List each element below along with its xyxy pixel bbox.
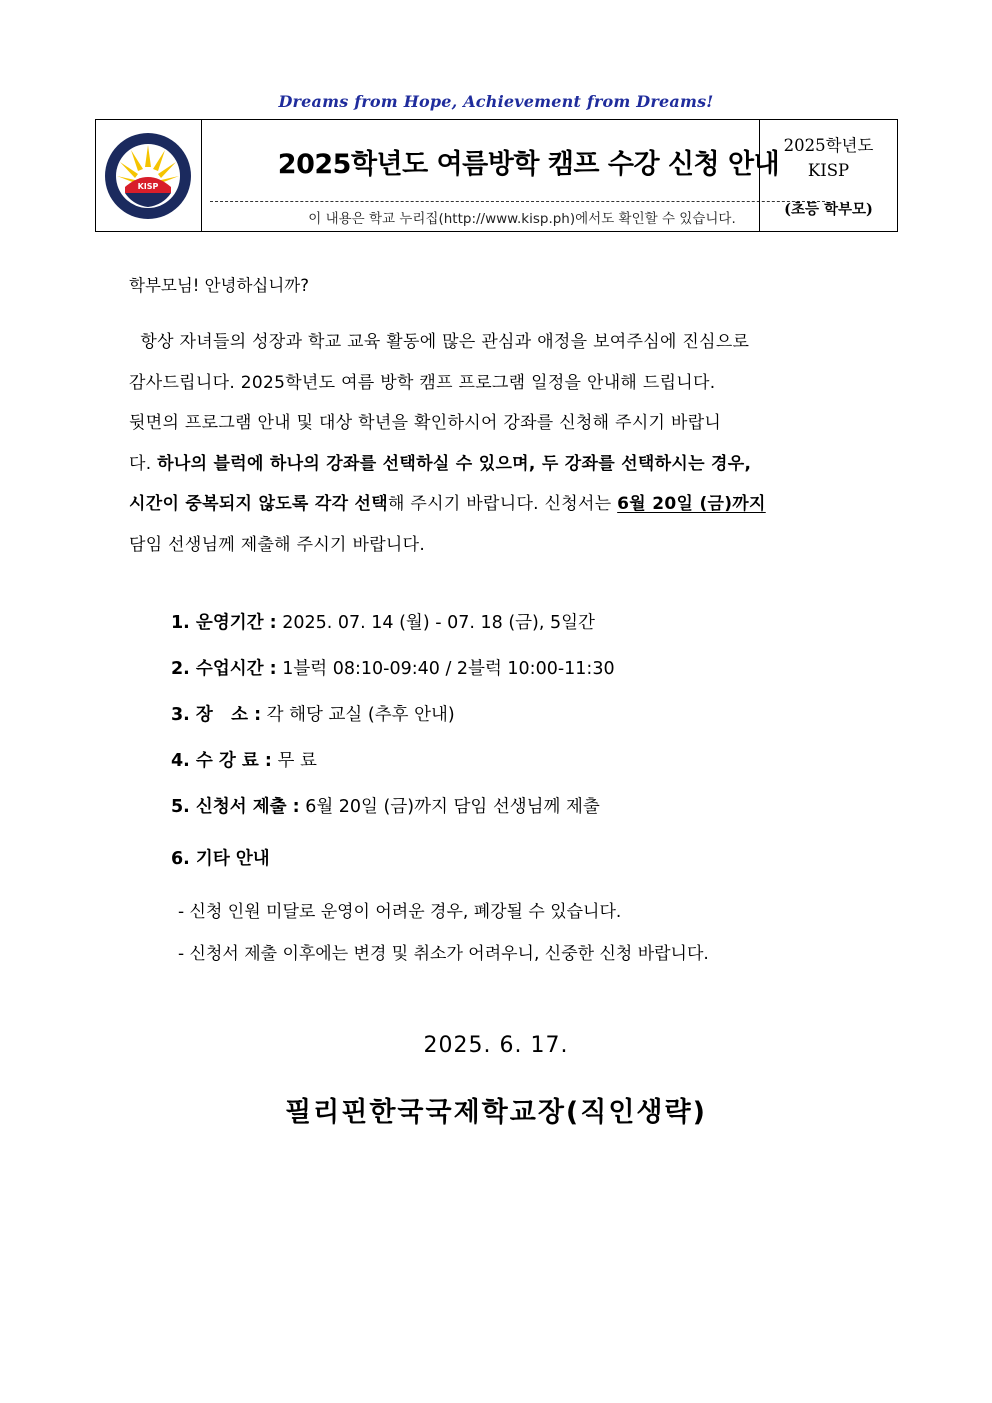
- body-text: 다.: [129, 453, 158, 474]
- sub-note: - 신청 인원 미달로 운영이 어려운 경우, 폐강될 수 있습니다.: [178, 902, 622, 922]
- item-value: 각 해당 교실 (추후 안내): [261, 705, 455, 725]
- bold-instruction: 하나의 블럭에 하나의 강좌를 선택하실 수 있으며, 두 강좌를 선택하시는 경우,: [157, 453, 752, 474]
- school-logo: [103, 131, 193, 221]
- body-paragraph: [129, 322, 866, 566]
- item-key: 수 강 료: [195, 751, 259, 771]
- audience-label: (초등 학부모): [784, 201, 873, 218]
- issue-date: 2025. 6. 17.: [423, 1033, 569, 1058]
- list-item: [171, 793, 600, 818]
- document-header: [95, 119, 898, 232]
- body-line: 항상 자녀들의 성장과 학교 교육 활동에 많은 관심과 애정을 보여주심에 진심으로: [129, 332, 750, 352]
- body-line: 감사드립니다. 2025학년도 여름 방학 캠프 프로그램 일정을 안내해 드립니다.: [129, 372, 716, 393]
- body-text: 해 주시기 바랍니다. 신청서는: [387, 494, 618, 515]
- document-title: 2025학년도 여름방학 캠프 수강 신청 안내: [277, 149, 780, 180]
- list-item: [171, 845, 270, 870]
- body-line: [129, 484, 866, 525]
- item-key: :: [248, 705, 262, 725]
- body-line: 담임 선생님께 제출해 주시기 바랍니다.: [129, 534, 426, 555]
- principal-signature: 필리핀한국국제학교장(직인생략): [285, 1097, 707, 1128]
- year-label: 2025학년도: [783, 136, 874, 155]
- item-key: 3.: [171, 705, 196, 725]
- logo-cell: [96, 120, 202, 231]
- item-value: 1블럭 08:10-09:40 / 2블럭 10:00-11:30: [276, 659, 615, 679]
- bold-instruction: 시간이 중복되지 않도록 각각 선택: [129, 494, 388, 515]
- item-key: 2. 수업시간 :: [171, 659, 277, 679]
- body-line: [129, 444, 866, 485]
- list-item: [171, 609, 595, 634]
- item-key: 4.: [171, 751, 196, 771]
- title-cell: [202, 120, 855, 231]
- school-label: KISP: [807, 161, 850, 180]
- title-divider: [210, 201, 825, 202]
- list-item: [171, 655, 615, 680]
- deadline-highlight: 6월 20일 (금)까지: [617, 494, 766, 515]
- body-line: 뒷면의 프로그램 안내 및 대상 학년을 확인하시어 강좌를 신청해 주시기 바랍니: [129, 413, 722, 434]
- item-key: 6. 기타 안내: [171, 849, 270, 869]
- item-key: :: [258, 751, 272, 771]
- item-value: 6월 20일 (금)까지 담임 선생님께 제출: [299, 797, 600, 817]
- list-item: [171, 701, 455, 726]
- item-value: 2025. 07. 14 (월) - 07. 18 (금), 5일간: [276, 613, 595, 633]
- item-key: 장 소: [195, 705, 249, 725]
- sub-note: - 신청서 제출 이후에는 변경 및 취소가 어려우니, 신중한 신청 바랍니다.: [178, 944, 709, 964]
- logo-text: KISP: [137, 182, 159, 191]
- website-notice: 이 내용은 학교 누리집(http://www.kisp.ph)에서도 확인할 수 있습니다.: [308, 211, 736, 227]
- item-key: 5. 신청서 제출 :: [171, 797, 300, 817]
- greeting: 학부모님! 안녕하십니까?: [129, 276, 310, 295]
- list-item: [171, 747, 317, 772]
- school-motto: Dreams from Hope, Achievement from Dreams!: [278, 92, 714, 111]
- item-key: 1. 운영기간 :: [171, 613, 277, 633]
- item-value: 무 료: [271, 751, 317, 771]
- year-cell: [759, 120, 897, 231]
